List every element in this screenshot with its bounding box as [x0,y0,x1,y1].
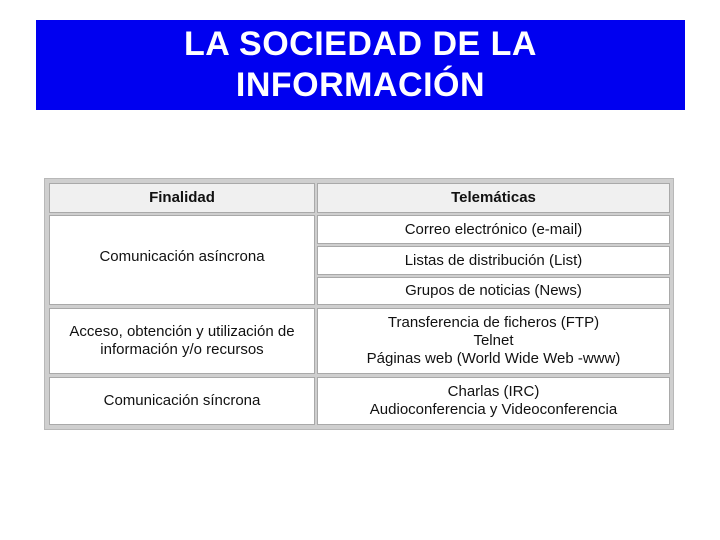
row-asincrona-tool-email: Correo electrónico (e-mail) [317,215,670,244]
row-acceso-tools: Transferencia de ficheros (FTP) Telnet Páginas web (World Wide Web -www) [317,308,670,374]
row-asincrona-tool-news: Grupos de noticias (News) [317,277,670,305]
slide-title: LA SOCIEDAD DE LA INFORMACIÓN [184,25,537,104]
slide-title-bar [36,20,685,110]
row-acceso-purpose: Acceso, obtención y utilización de información y/o recursos [49,308,315,374]
row-asincrona-tool-list: Listas de distribución (List) [317,246,670,275]
row-asincrona-purpose: Comunicación asíncrona [49,215,315,305]
table-header-telematicas: Telemáticas [317,183,670,213]
purpose-telematics-table [44,178,674,430]
row-sincrona-tools: Charlas (IRC) Audioconferencia y Videoconferencia [317,377,670,425]
row-sincrona-purpose: Comunicación síncrona [49,377,315,425]
table-header-finalidad: Finalidad [49,183,315,213]
